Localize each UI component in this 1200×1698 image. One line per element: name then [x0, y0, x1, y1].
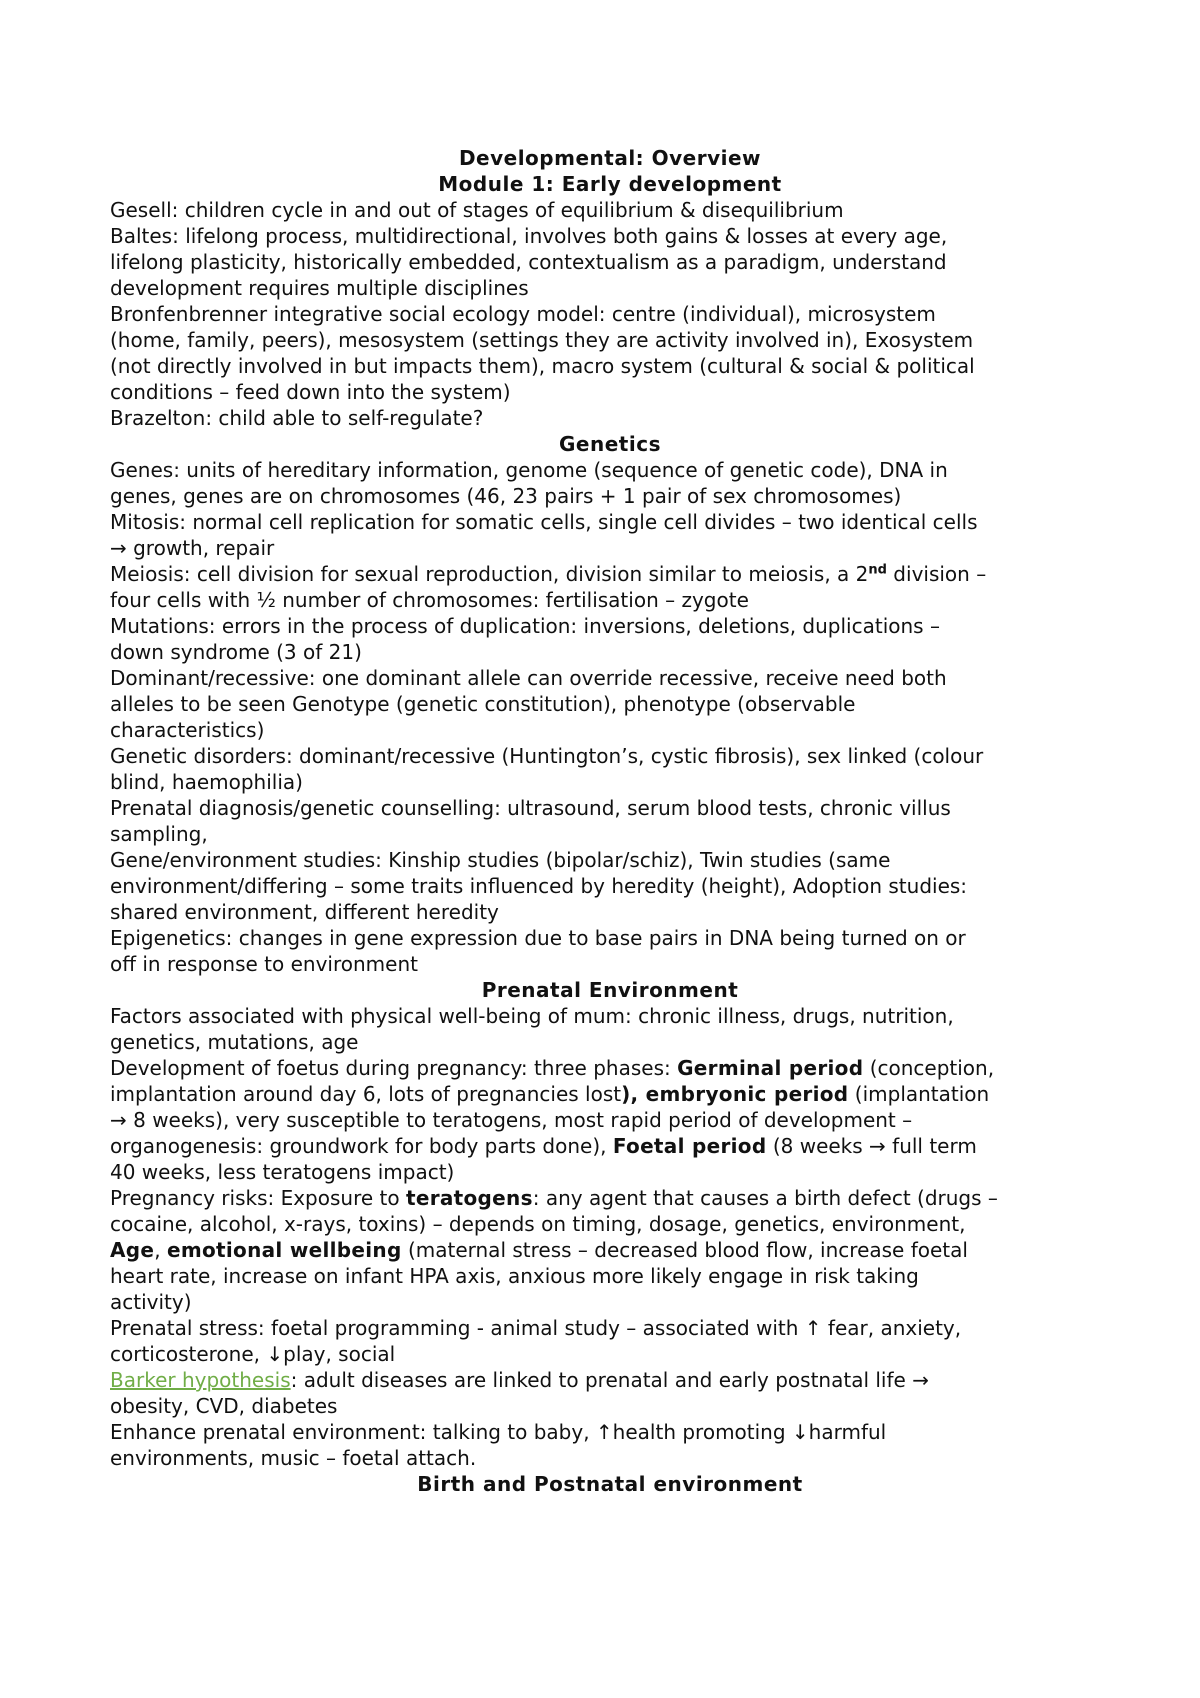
section-heading-prenatal: Prenatal Environment [481, 978, 739, 1002]
text-line: Prenatal stress: foetal programming - animal study – associated with ↑ fear, anxiety, [110, 1316, 962, 1340]
text-span: Pregnancy risks: Exposure to [110, 1186, 406, 1210]
text-span: organogenesis: groundwork for body parts done), [110, 1134, 613, 1158]
text-line: heart rate, increase on infant HPA axis, anxious more likely engage in risk taking [110, 1264, 919, 1288]
text-span: : adult diseases are linked to prenatal and early postnatal life → [290, 1368, 929, 1392]
text-line: characteristics) [110, 718, 265, 742]
text-line: Genes: units of hereditary information, genome (sequence of genetic code), DNA in [110, 458, 948, 482]
text-span: implantation around day 6, lots of pregnancies lost [110, 1082, 622, 1106]
text-span: (implantation [848, 1082, 990, 1106]
text-line: → growth, repair [110, 536, 275, 560]
text-line: blind, haemophilia) [110, 770, 303, 794]
text-line: four cells with ½ number of chromosomes: fertilisation – zygote [110, 588, 749, 612]
bold-term: Foetal period [612, 1134, 767, 1158]
bold-term: emotional wellbeing [166, 1238, 402, 1262]
text-line [110, 1055, 1110, 1081]
text-line: genes, genes are on chromosomes (46, 23 pairs + 1 pair of sex chromosomes) [110, 484, 902, 508]
text-line [110, 1133, 1110, 1159]
bold-term: ), embryonic period [621, 1082, 849, 1106]
text-span: division – [886, 562, 987, 586]
module-heading: Module 1: Early development [438, 172, 782, 196]
text-line: off in response to environment [110, 952, 418, 976]
text-line: activity) [110, 1290, 192, 1314]
text-line [110, 1367, 1110, 1393]
text-span: Meiosis: cell division for sexual reproduction, division similar to meiosis, a 2 [110, 562, 869, 586]
section-heading-birth: Birth and Postnatal environment [417, 1472, 803, 1496]
text-line: 40 weeks, less teratogens impact) [110, 1160, 455, 1184]
text-line: lifelong plasticity, historically embedded, contextualism as a paradigm, understand [110, 250, 947, 274]
bold-term: Age [110, 1238, 155, 1262]
text-line: Prenatal diagnosis/genetic counselling: ultrasound, serum blood tests, chronic villus [110, 796, 951, 820]
text-line: genetics, mutations, age [110, 1030, 359, 1054]
text-span: (8 weeks → full term [766, 1134, 977, 1158]
text-line: Mutations: errors in the process of duplication: inversions, deletions, duplications – [110, 614, 940, 638]
text-line: Enhance prenatal environment: talking to baby, ↑health promoting ↓harmful [110, 1420, 887, 1444]
text-line: corticosterone, ↓play, social [110, 1342, 396, 1366]
text-line: obesity, CVD, diabetes [110, 1394, 338, 1418]
text-line: Dominant/recessive: one dominant allele can override recessive, receive need both [110, 666, 947, 690]
text-line: alleles to be seen Genotype (genetic constitution), phenotype (observable [110, 692, 856, 716]
text-line [110, 1081, 1110, 1107]
text-span: (maternal stress – decreased blood flow, increase foetal [401, 1238, 968, 1262]
text-line: down syndrome (3 of 21) [110, 640, 362, 664]
document-page [110, 145, 1110, 1497]
text-line: Gesell: children cycle in and out of stages of equilibrium & disequilibrium [110, 198, 844, 222]
superscript: nd [868, 562, 887, 578]
text-line: Brazelton: child able to self-regulate? [110, 406, 484, 430]
text-span: : any agent that causes a birth defect (drugs – [532, 1186, 998, 1210]
text-span: (conception, [863, 1056, 995, 1080]
text-line: (not directly involved in but impacts them), macro system (cultural & social & political [110, 354, 975, 378]
text-span: Development of foetus during pregnancy: three phases: [110, 1056, 678, 1080]
text-line: shared environment, different heredity [110, 900, 499, 924]
document-title: Developmental: Overview [458, 146, 762, 170]
text-line: Bronfenbrenner integrative social ecology model: centre (individual), microsystem [110, 302, 936, 326]
text-line [110, 561, 1110, 587]
text-line: sampling, [110, 822, 208, 846]
text-line: environment/differing – some traits influenced by heredity (height), Adoption studies: [110, 874, 968, 898]
section-heading-genetics: Genetics [559, 432, 661, 456]
barker-hypothesis-link[interactable]: Barker hypothesis [110, 1368, 291, 1392]
text-span: , [154, 1238, 167, 1262]
text-line: → 8 weeks), very susceptible to teratogens, most rapid period of development – [110, 1108, 913, 1132]
text-line: cocaine, alcohol, x-rays, toxins) – depends on timing, dosage, genetics, environment, [110, 1212, 966, 1236]
text-line: environments, music – foetal attach. [110, 1446, 477, 1470]
text-line: Baltes: lifelong process, multidirectional, involves both gains & losses at every age, [110, 224, 948, 248]
text-line: conditions – feed down into the system) [110, 380, 511, 404]
bold-term: Germinal period [677, 1056, 864, 1080]
text-line: Genetic disorders: dominant/recessive (Huntington’s, cystic fibrosis), sex linked (colour [110, 744, 984, 768]
text-line [110, 1237, 1110, 1263]
text-line: Gene/environment studies: Kinship studies (bipolar/schiz), Twin studies (same [110, 848, 891, 872]
text-line: Mitosis: normal cell replication for somatic cells, single cell divides – two identical cells [110, 510, 978, 534]
text-line [110, 1185, 1110, 1211]
text-line: Factors associated with physical well-being of mum: chronic illness, drugs, nutrition, [110, 1004, 954, 1028]
text-line: development requires multiple disciplines [110, 276, 529, 300]
text-line: (home, family, peers), mesosystem (settings they are activity involved in), Exosystem [110, 328, 974, 352]
text-line: Epigenetics: changes in gene expression due to base pairs in DNA being turned on or [110, 926, 966, 950]
bold-term: teratogens [405, 1186, 533, 1210]
